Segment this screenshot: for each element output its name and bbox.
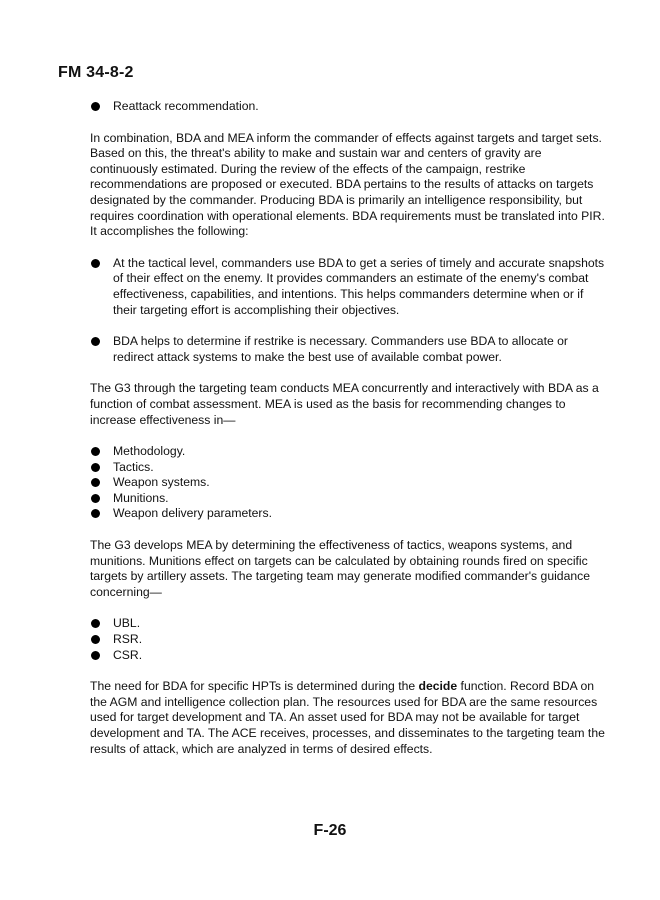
mea-effectiveness-list	[90, 444, 605, 522]
decide-emphasis: decide	[418, 679, 458, 694]
paragraph-text-before: The need for BDA for specific HPTs is determined during the	[90, 679, 419, 694]
paragraph-bda-overview: In combination, BDA and MEA inform the commander of effects against targets and target sets. Based on this, the threat's ability to make and sustain war and centers of gravity are continuously estimated. During the review of the effects of the campaign, restrike recommendations are proposed or executed. BDA pertains to the results of attacks on targets designated by the commander. Producing BDA is primarily an intelligence responsibility, but requires coordination with operational elements. BDA requirements must be translated into PIR. It accomplishes the following:	[90, 130, 605, 239]
paragraph-mea-development: The G3 develops MEA by determining the effectiveness of tactics, weapons systems, and munitions. Munitions effect on targets can be calculated by obtaining rounds fired on specific targets by artillery assets. The targeting team may generate modified commander's guidance concerning—	[90, 538, 591, 599]
list-item-text: Methodology.	[113, 444, 186, 459]
list-item	[90, 491, 605, 507]
page-body	[90, 99, 605, 773]
paragraph-bda-hpt	[90, 679, 605, 757]
list-item	[90, 460, 605, 476]
list-item	[90, 475, 605, 491]
list-item-text: UBL.	[113, 616, 141, 631]
list-item-text: Reattack recommendation.	[113, 99, 259, 113]
bullet-icon	[91, 102, 100, 111]
page-number: F-26	[313, 822, 347, 839]
list-item	[90, 444, 605, 460]
list-item	[90, 334, 605, 365]
list-item-text: Tactics.	[113, 459, 154, 474]
list-item-text: Weapon systems.	[113, 475, 210, 490]
bullet-icon	[91, 478, 100, 487]
list-item-text: Munitions.	[113, 490, 169, 505]
paragraph-mea-overview: The G3 through the targeting team conducts MEA concurrently and interactively with BDA as a function of combat assessment. MEA is used as the basis for recommending changes to increase effectiveness in—	[90, 381, 599, 427]
intro-bullet-list	[90, 99, 605, 115]
paragraph-text-after: function. Record BDA on the AGM and intelligence collection plan. The resources used for BDA are the same resources used for target development and TA. An asset used for BDA may not be available for target development and TA. The ACE receives, processes, and disseminates to the targeting team the results of attack, which are analyzed in terms of desired effects.	[90, 679, 605, 756]
list-item-text: Weapon delivery parameters.	[113, 506, 272, 521]
list-item-text: RSR.	[113, 632, 143, 647]
list-item	[90, 632, 605, 648]
list-item-text: CSR.	[113, 647, 143, 662]
list-item-text: At the tactical level, commanders use BDA to get a series of timely and accurate snapshots of their effect on the enemy. It provides commanders an estimate of the enemy's combat effectiveness, capabilities, and intentions. This helps commanders determine when or if their targeting effort is accomplishing their objectives.	[113, 255, 605, 317]
list-item-text: BDA helps to determine if restrike is necessary. Commanders use BDA to allocate or redirect attack systems to make the best use of available combat power.	[113, 334, 568, 364]
bullet-icon	[91, 509, 100, 518]
bullet-icon	[91, 463, 100, 472]
bda-accomplishments-list	[90, 256, 605, 366]
bullet-icon	[91, 447, 100, 456]
list-item	[90, 506, 605, 522]
list-item	[90, 616, 605, 632]
list-item	[90, 648, 605, 664]
list-item	[90, 256, 605, 318]
bullet-icon	[91, 651, 100, 660]
bullet-icon	[91, 337, 100, 346]
list-item	[90, 99, 605, 115]
bullet-icon	[91, 619, 100, 628]
bullet-icon	[91, 635, 100, 644]
guidance-list	[90, 616, 605, 663]
bullet-icon	[91, 494, 100, 503]
manual-header: FM 34-8-2	[58, 64, 134, 81]
bullet-icon	[91, 259, 100, 268]
